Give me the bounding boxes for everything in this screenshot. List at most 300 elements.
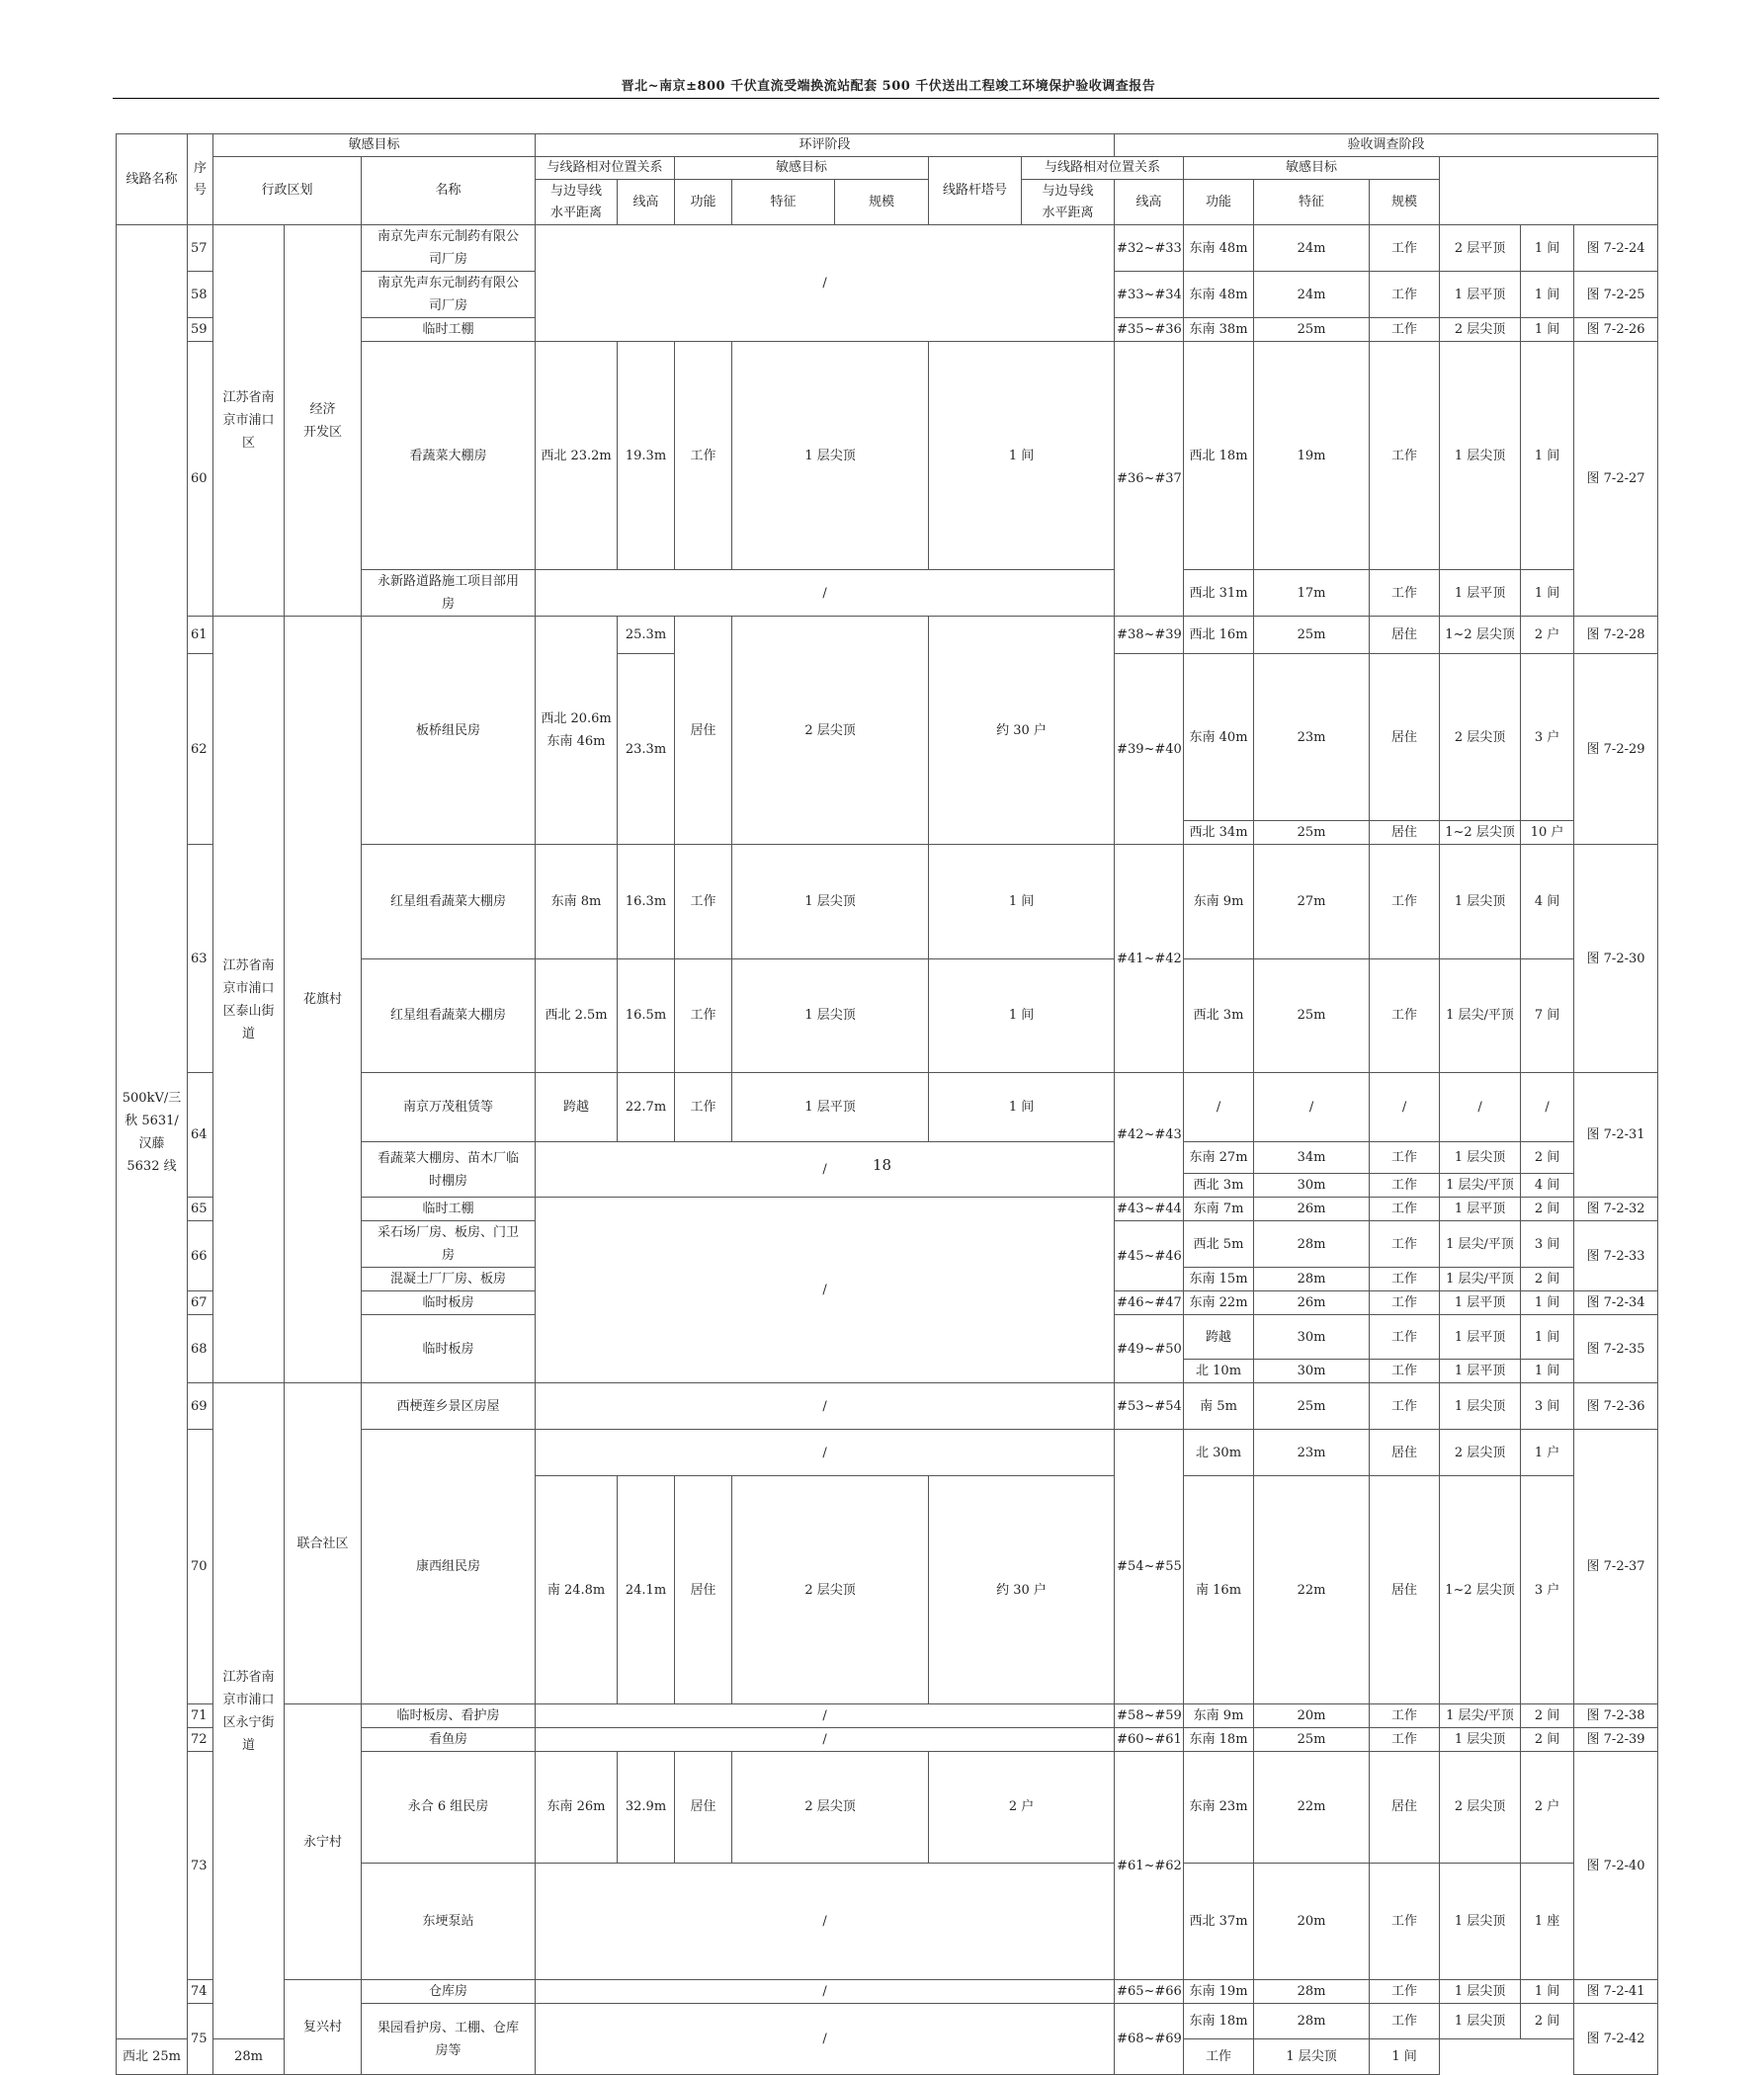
document-header-title: 晋北~南京±800 千伏直流受端换流站配套 500 千伏送出工程竣工环境保护验收调查报告 [621,79,1156,94]
table-row [117,1980,1658,2004]
cell: 工作 [1370,1863,1440,1979]
cell: 1~2 层尖顶 [1440,1476,1521,1704]
th-line-height: 线高 [618,180,675,225]
cell: 北 10m [1184,1360,1254,1383]
cell: 居住 [1370,617,1440,654]
eia-cell: / [536,1704,1115,1728]
cell: 1 层尖顶 [1440,1980,1521,2004]
cell: 工作 [1370,272,1440,318]
cell: 东南 9m [1184,1704,1254,1728]
cell: 24m [1254,225,1370,272]
cell: / [1440,1073,1521,1142]
tower-cell: #33~#34 [1115,272,1184,318]
fig-cell: 图 7-2-31 [1574,1073,1658,1198]
cell: 28m [1254,2004,1370,2039]
th-acceptance-stage: 验收调查阶段 [1115,134,1658,157]
table-row [117,617,1658,654]
fig-cell: 图 7-2-35 [1574,1315,1658,1383]
tower-cell: #53~#54 [1115,1383,1184,1430]
cell: 1 层尖顶 [732,845,929,959]
sensitive-targets-table-wrap [116,133,1658,2075]
cell: 工作 [1370,1198,1440,1221]
cell: 28m [213,2039,285,2075]
cell: 20m [1254,1704,1370,1728]
name-cell: 看鱼房 [362,1728,536,1752]
cell: 工作 [1370,1142,1440,1174]
table-row [117,1704,1658,1728]
cell: 1~2 层尖顶 [1440,617,1521,654]
cell: 1 层尖顶 [1254,2039,1370,2075]
tower-cell: #54~#55 [1115,1430,1184,1704]
cell: 1 间 [929,845,1115,959]
cell: 工作 [1370,1268,1440,1291]
cell: 工作 [1370,1221,1440,1268]
cell: 2 间 [1521,1704,1574,1728]
name-cell: 东埂泵站 [362,1863,536,1979]
cell: 南 5m [1184,1383,1254,1430]
tower-cell: #61~#62 [1115,1752,1184,1980]
tower-cell: #65~#66 [1115,1980,1184,2004]
cell: 7 间 [1521,958,1574,1073]
fig-cell: 图 7-2-29 [1574,654,1658,845]
fig-cell: 图 7-2-39 [1574,1728,1658,1752]
eia-cell: / [536,1198,1115,1383]
eia-cell: / [536,570,1115,617]
tower-cell: #49~#50 [1115,1315,1184,1383]
fig-cell: 图 7-2-34 [1574,1291,1658,1315]
seq-cell: 61 [188,617,213,654]
cell: 1 层平顶 [1440,1291,1521,1315]
cell: 工作 [1370,342,1440,570]
name-cell: 永合 6 组民房 [362,1752,536,1864]
seq-cell: 63 [188,845,213,1073]
name-cell: 果园看护房、工棚、仓库 房等 [362,2004,536,2075]
th-seq: 序 号 [188,134,213,225]
village-cell: 花旗村 [285,617,362,1383]
cell: / [1521,1073,1574,1142]
eia-cell: / [536,2004,1115,2075]
cell: 16.5m [618,958,675,1073]
cell: 东南 48m [1184,225,1254,272]
cell: 2 层尖顶 [1440,1430,1521,1476]
cell: 东南 8m [536,845,618,959]
name-cell: 看蔬菜大棚房 [362,342,536,570]
cell: 3 户 [1521,1476,1574,1704]
cell: 28m [1254,1221,1370,1268]
cell: 23m [1254,654,1370,821]
cell: 2 间 [1521,1142,1574,1174]
cell: 1 间 [929,1073,1115,1142]
cell: 1 层尖/平顶 [1440,1221,1521,1268]
cell: 2 户 [1521,617,1574,654]
cell: 2 层尖顶 [732,617,929,845]
cell: 西北 34m [1184,821,1254,845]
cell: 1 层尖顶 [1440,1383,1521,1430]
name-cell: 采石场厂房、板房、门卫 房 [362,1221,536,1268]
cell: 25m [1254,617,1370,654]
cell: 25.3m [618,617,675,654]
tower-cell: #36~#37 [1115,342,1184,617]
name-cell: 康西组民房 [362,1430,536,1704]
cell: 1 层尖顶 [1440,1863,1521,1979]
seq-cell: 64 [188,1073,213,1198]
cell: 30m [1254,1360,1370,1383]
cell: 28m [1254,1268,1370,1291]
name-cell: 临时板房 [362,1291,536,1315]
seq-cell: 66 [188,1221,213,1291]
cell: 1~2 层尖顶 [1440,821,1521,845]
cell: 西北 2.5m [536,958,618,1073]
name-cell: 临时板房、看护房 [362,1704,536,1728]
cell: 25m [1254,821,1370,845]
fig-cell: 图 7-2-33 [1574,1221,1658,1291]
cell: 1 间 [1521,225,1574,272]
cell: 1 间 [1521,318,1574,342]
cell: 1 间 [1521,570,1574,617]
name-cell: 临时工棚 [362,318,536,342]
table-row [117,225,1658,272]
cell: 1 层平顶 [1440,1198,1521,1221]
tower-cell: #60~#61 [1115,1728,1184,1752]
tower-cell: #32~#33 [1115,225,1184,272]
cell: 1 层平顶 [1440,272,1521,318]
cell: 19.3m [618,342,675,570]
th-acc-rel-pos: 与线路相对位置关系 [1022,157,1184,180]
cell: 跨越 [536,1073,618,1142]
table-row [117,1383,1658,1430]
name-cell: 临时板房 [362,1315,536,1383]
cell: 工作 [1370,1728,1440,1752]
cell: 30m [1254,1315,1370,1360]
cell: / [1370,1073,1440,1142]
seq-cell: 62 [188,654,213,845]
cell: 西北 3m [1184,1174,1254,1198]
village-cell: 联合社区 [285,1383,362,1704]
cell: 2 层尖顶 [732,1476,929,1704]
th-acc-sens-target: 敏感目标 [1184,157,1440,180]
name-cell: 混凝土厂厂房、板房 [362,1268,536,1291]
seq-cell: 72 [188,1728,213,1752]
village-cell: 复兴村 [285,1980,362,2075]
eia-cell: / [536,1142,1115,1198]
cell: 20m [1254,1863,1370,1979]
cell: 居住 [1370,654,1440,821]
name-cell: 临时工棚 [362,1198,536,1221]
district-cell: 江苏省南 京市浦口 区 [213,225,285,617]
tower-cell: #58~#59 [1115,1704,1184,1728]
cell: / [1254,1073,1370,1142]
tower-cell: #46~#47 [1115,1291,1184,1315]
cell: 东南 18m [1184,2004,1254,2039]
cell: 27m [1254,845,1370,959]
cell: 东南 18m [1184,1728,1254,1752]
name-cell: 永新路道路施工项目部用 房 [362,570,536,617]
cell: 26m [1254,1291,1370,1315]
cell: 西北 23.2m [536,342,618,570]
cell: 1 层平顶 [1440,1360,1521,1383]
cell: 28m [1254,1980,1370,2004]
tower-cell: #42~#43 [1115,1073,1184,1198]
fig-cell: 图 7-2-30 [1574,845,1658,1073]
fig-cell: 图 7-2-24 [1574,225,1658,272]
cell: 东南 19m [1184,1980,1254,2004]
cell: 2 间 [1521,1728,1574,1752]
seq-cell: 60 [188,342,213,617]
cell: 西北 3m [1184,958,1254,1073]
cell: 东南 7m [1184,1198,1254,1221]
cell: 1 间 [1521,1980,1574,2004]
cell: 2 层尖顶 [732,1752,929,1864]
th-name: 名称 [362,157,536,225]
cell: 东南 26m [536,1752,618,1864]
fig-cell: 图 7-2-27 [1574,342,1658,617]
tower-cell: #43~#44 [1115,1198,1184,1221]
seq-cell: 57 [188,225,213,272]
line-name-cell: 500kV/三 秋 5631/ 汉藤 5632 线 [117,225,188,2039]
cell: 26m [1254,1198,1370,1221]
fig-cell: 图 7-2-36 [1574,1383,1658,1430]
cell: 16.3m [618,845,675,959]
fig-cell: 图 7-2-26 [1574,318,1658,342]
cell: 25m [1254,1728,1370,1752]
cell: 居住 [1370,1752,1440,1864]
village-cell: 经济 开发区 [285,225,362,617]
cell: 居住 [1370,821,1440,845]
cell: 工作 [1370,1383,1440,1430]
cell: 1 层尖顶 [1440,1728,1521,1752]
village-cell: 永宁村 [285,1704,362,1980]
cell: 19m [1254,342,1370,570]
page-number: 18 [872,1156,892,1174]
cell: 东南 48m [1184,272,1254,318]
cell: 1 间 [1370,2039,1440,2075]
cell: 4 间 [1521,845,1574,959]
cell: 东南 9m [1184,845,1254,959]
cell: 工作 [675,1073,732,1142]
cell: 24m [1254,272,1370,318]
cell: 30m [1254,1174,1370,1198]
cell: 1 层尖/平顶 [1440,1174,1521,1198]
cell: 25m [1254,958,1370,1073]
fig-cell: 图 7-2-41 [1574,1980,1658,2004]
cell: 32.9m [618,1752,675,1864]
th-function: 功能 [675,180,732,225]
th-acc-scale: 规模 [1370,180,1440,225]
cell: 3 户 [1521,654,1574,821]
cell: 居住 [675,617,732,845]
cell: 1 层尖顶 [1440,1142,1521,1174]
cell: 1 层尖/平顶 [1440,1704,1521,1728]
cell: 南 24.8m [536,1476,618,1704]
fig-cell: 图 7-2-28 [1574,617,1658,654]
th-horiz-dist: 与边导线 水平距离 [536,180,618,225]
seq-cell: 74 [188,1980,213,2004]
cell: 3 间 [1521,1221,1574,1268]
cell: 10 户 [1521,821,1574,845]
cell: 1 层平顶 [732,1073,929,1142]
cell: 工作 [1370,845,1440,959]
seq-cell: 68 [188,1315,213,1383]
th-admin: 行政区划 [213,157,362,225]
seq-cell: 65 [188,1198,213,1221]
fig-cell: 图 7-2-25 [1574,272,1658,318]
cell: 1 层尖顶 [1440,342,1521,570]
district-cell: 江苏省南 京市浦口 区永宁街 道 [213,1383,285,2039]
name-cell: 南京万茂租赁等 [362,1073,536,1142]
cell: 1 层尖顶 [1440,2004,1521,2039]
cell: 西北 16m [1184,617,1254,654]
cell: 2 层尖顶 [1440,318,1521,342]
cell: 22.7m [618,1073,675,1142]
cell: 1 层尖顶 [732,342,929,570]
th-feature: 特征 [732,180,835,225]
eia-cell: / [536,1863,1115,1979]
cell: 工作 [1370,318,1440,342]
name-cell: 西梗莲乡景区房屋 [362,1383,536,1430]
cell: 北 30m [1184,1430,1254,1476]
cell: 工作 [1370,1174,1440,1198]
cell: 3 间 [1521,1383,1574,1430]
cell: 工作 [1370,1315,1440,1360]
eia-cell: / [536,1728,1115,1752]
name-cell: 南京先声东元制药有限公 司厂房 [362,272,536,318]
cell: 工作 [1370,1291,1440,1315]
cell: 2 间 [1521,1198,1574,1221]
seq-cell: 71 [188,1704,213,1728]
cell: 工作 [1370,958,1440,1073]
district-cell: 江苏省南 京市浦口 区泰山街 道 [213,617,285,1383]
name-cell: 看蔬菜大棚房、苗木厂临 时棚房 [362,1142,536,1198]
eia-cell: / [536,225,1115,342]
cell: 西北 20.6m 东南 46m [536,617,618,845]
tower-cell: #45~#46 [1115,1221,1184,1291]
fig-cell: 图 7-2-42 [1574,2004,1658,2075]
cell: 2 层尖顶 [1440,654,1521,821]
cell: 17m [1254,570,1370,617]
fig-cell: 图 7-2-37 [1574,1430,1658,1704]
name-cell: 红星组看蔬菜大棚房 [362,958,536,1073]
cell: 东南 23m [1184,1752,1254,1864]
cell: 居住 [675,1476,732,1704]
seq-cell: 69 [188,1383,213,1430]
cell: 22m [1254,1752,1370,1864]
cell: 东南 38m [1184,318,1254,342]
cell: 1 间 [929,958,1115,1073]
th-acc-feature: 特征 [1254,180,1370,225]
tower-cell: #68~#69 [1115,2004,1184,2075]
th-line-name: 线路名称 [117,134,188,225]
cell: 2 层尖顶 [1440,1752,1521,1864]
name-cell: 仓库房 [362,1980,536,2004]
cell: 南 16m [1184,1476,1254,1704]
tower-cell: #39~#40 [1115,654,1184,845]
seq-cell: 75 [188,2004,213,2075]
cell: 1 座 [1521,1863,1574,1979]
cell: 约 30 户 [929,1476,1115,1704]
eia-cell: / [536,1430,1115,1476]
cell: 1 间 [929,342,1115,570]
fig-cell: 图 7-2-32 [1574,1198,1658,1221]
cell: 1 层尖/平顶 [1440,958,1521,1073]
seq-cell: 58 [188,272,213,318]
cell: 1 间 [1521,272,1574,318]
cell: / [1184,1073,1254,1142]
name-cell: 南京先声东元制药有限公 司厂房 [362,225,536,272]
tower-cell: #41~#42 [1115,845,1184,1073]
cell: 23.3m [618,654,675,845]
th-tower: 线路杆塔号 [929,157,1022,225]
cell: 25m [1254,318,1370,342]
cell: 1 户 [1521,1430,1574,1476]
cell: 西北 37m [1184,1863,1254,1979]
cell: 约 30 户 [929,617,1115,845]
cell: 工作 [1370,570,1440,617]
cell: 1 间 [1521,1360,1574,1383]
cell: 1 间 [1521,1315,1574,1360]
cell: 1 层尖/平顶 [1440,1268,1521,1291]
eia-cell: / [536,1980,1115,2004]
seq-cell: 73 [188,1752,213,1980]
cell: 居住 [1370,1476,1440,1704]
cell: 1 层尖顶 [1440,845,1521,959]
cell: 1 层尖顶 [732,958,929,1073]
th-scale: 规模 [835,180,929,225]
cell: 1 层平顶 [1440,570,1521,617]
name-cell: 红星组看蔬菜大棚房 [362,845,536,959]
eia-cell: / [536,1383,1115,1430]
cell: 东南 15m [1184,1268,1254,1291]
cell: 2 间 [1521,1268,1574,1291]
th-acc-line-height: 线高 [1115,180,1184,225]
cell: 工作 [675,342,732,570]
cell: 工作 [675,958,732,1073]
cell: 4 间 [1521,1174,1574,1198]
cell: 2 户 [929,1752,1115,1864]
cell: 1 层平顶 [1440,1315,1521,1360]
cell: 工作 [1370,1980,1440,2004]
cell: 25m [1254,1383,1370,1430]
tower-cell: #35~#36 [1115,318,1184,342]
th-rel-pos: 与线路相对位置关系 [536,157,675,180]
cell: 西北 31m [1184,570,1254,617]
sensitive-targets-table [116,133,1658,2075]
th-eia-sens-target: 敏感目标 [675,157,929,180]
fig-cell: 图 7-2-38 [1574,1704,1658,1728]
cell: 跨越 [1184,1315,1254,1360]
th-eia-stage: 环评阶段 [536,134,1115,157]
tower-cell: #38~#39 [1115,617,1184,654]
cell: 居住 [675,1752,732,1864]
cell: 工作 [1370,2004,1440,2039]
cell: 2 层平顶 [1440,225,1521,272]
th-acc-horiz-dist: 与边导线 水平距离 [1022,180,1115,225]
cell: 2 户 [1521,1752,1574,1864]
seq-cell: 67 [188,1291,213,1315]
cell: 22m [1254,1476,1370,1704]
cell: 24.1m [618,1476,675,1704]
seq-cell: 59 [188,318,213,342]
fig-cell: 图 7-2-40 [1574,1752,1658,1980]
cell: 工作 [675,845,732,959]
cell: 西北 18m [1184,342,1254,570]
cell: 居住 [1370,1430,1440,1476]
cell: 工作 [1370,1704,1440,1728]
name-cell: 板桥组民房 [362,617,536,845]
cell: 东南 22m [1184,1291,1254,1315]
cell: 东南 40m [1184,654,1254,821]
cell: 工作 [1370,1360,1440,1383]
cell: 工作 [1370,225,1440,272]
